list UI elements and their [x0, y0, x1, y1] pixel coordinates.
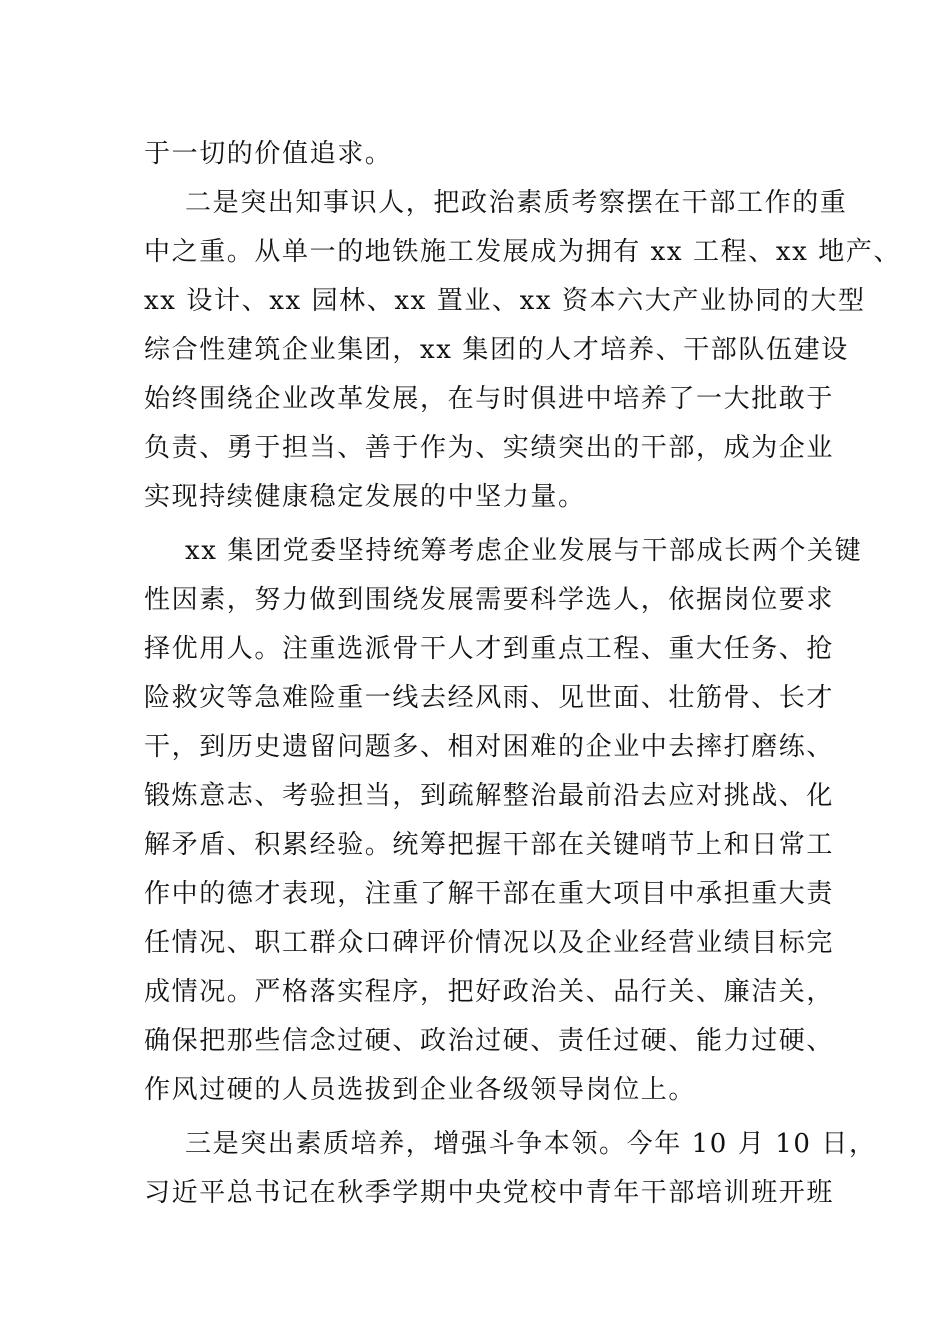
- paragraph-start-line: 三是突出素质培养，增强斗争本领。今年 10 月 10 日，: [185, 1129, 877, 1159]
- text-line: 作中的德才表现，注重了解干部在重大项目中承担重大责: [144, 879, 835, 909]
- text-line: 习近平总书记在秋季学期中央党校中青年干部培训班开班: [144, 1178, 835, 1208]
- paragraph-start-line: xx 集团党委坚持统筹考虑企业发展与干部成长两个关键: [185, 536, 863, 566]
- text-line: 干，到历史遗留问题多、相对困难的企业中去摔打磨练、: [144, 732, 835, 762]
- text-line: 锻炼意志、考验担当，到疏解整治最前沿去应对挑战、化: [144, 781, 835, 811]
- text-line: 险救灾等急难险重一线去经风雨、见世面、壮筋骨、长才: [144, 683, 835, 713]
- text-line: 择优用人。注重选派骨干人才到重点工程、重大任务、抢: [144, 634, 835, 664]
- text-line: 性因素，努力做到围绕发展需要科学选人，依据岗位要求: [144, 585, 835, 615]
- text-line: 任情况、职工群众口碑评价情况以及企业经营业绩目标完: [144, 928, 835, 958]
- text-line: xx 设计、xx 园林、xx 置业、xx 资本六大产业协同的大型: [144, 286, 866, 316]
- text-line: 综合性建筑企业集团，xx 集团的人才培养、干部队伍建设: [144, 335, 849, 365]
- text-line: 始终围绕企业改革发展，在与时俱进中培养了一大批敢于: [144, 384, 835, 414]
- text-line: 解矛盾、积累经验。统筹把握干部在关键哨节上和日常工: [144, 830, 835, 860]
- text-line: 负责、勇于担当、善于作为、实绩突出的干部，成为企业: [144, 433, 835, 463]
- text-line: 于一切的价值追求。: [144, 139, 393, 169]
- text-line: 成情况。严格落实程序，把好政治关、品行关、廉洁关，: [144, 977, 835, 1007]
- text-line: 确保把那些信念过硬、政治过硬、责任过硬、能力过硬、: [144, 1026, 835, 1056]
- text-line: 实现持续健康稳定发展的中坚力量。: [144, 482, 586, 512]
- text-line: 中之重。从单一的地铁施工发展成为拥有 xx 工程、xx 地产、: [144, 237, 902, 267]
- text-line: 作风过硬的人员选拔到企业各级领导岗位上。: [144, 1075, 697, 1105]
- paragraph-start-line: 二是突出知事识人，把政治素质考察摆在干部工作的重: [185, 188, 848, 218]
